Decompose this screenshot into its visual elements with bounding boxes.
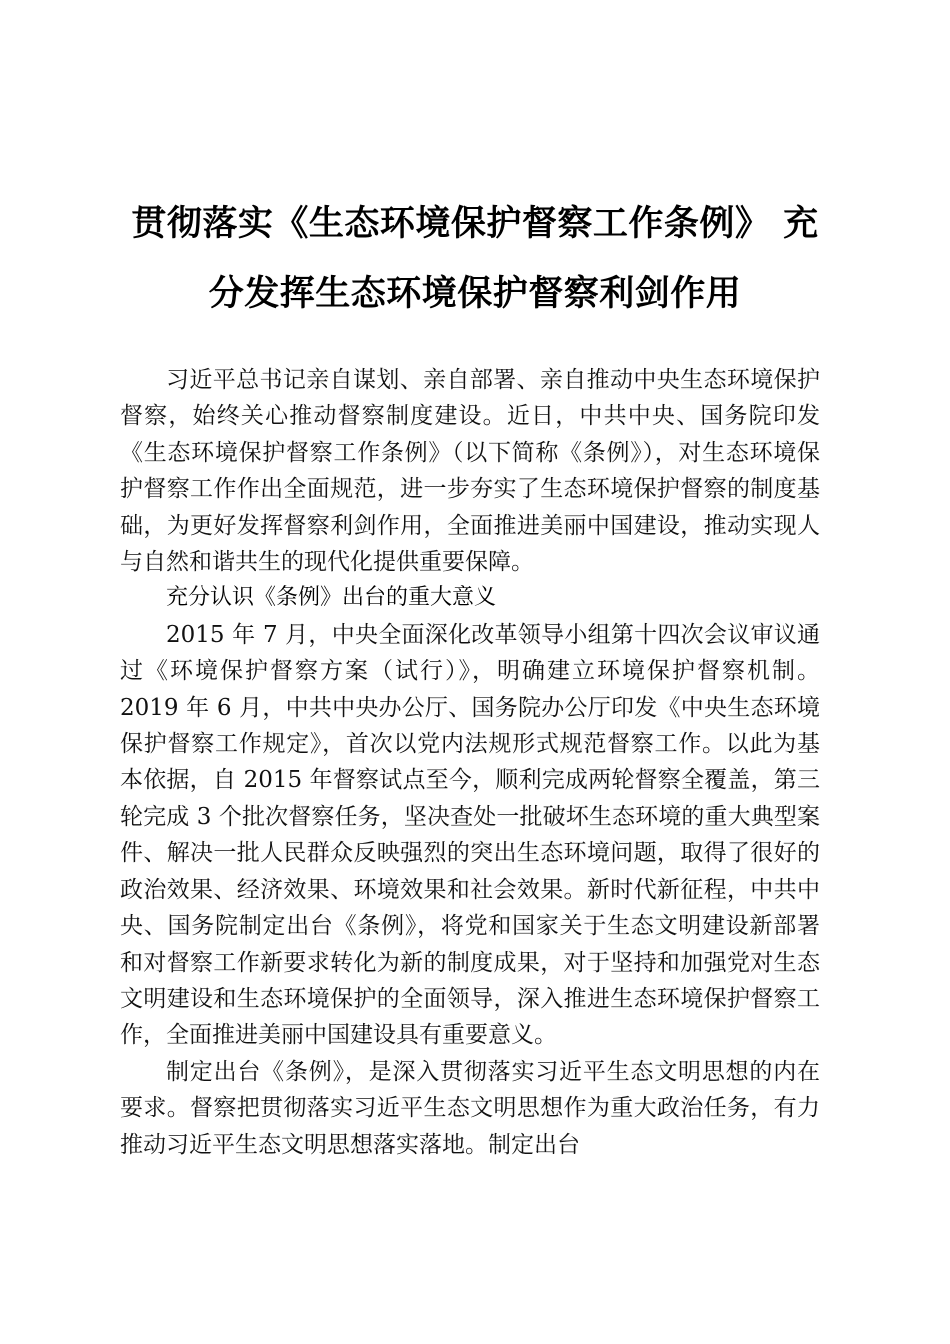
paragraph-intro: 习近平总书记亲自谋划、亲自部署、亲自推动中央生态环境保护督察，始终关心推动督察制度建设。近日，中共中央、国务院印发《生态环境保护督察工作条例》（以下简称《条例》），对生态环境保护督察工作作出全面规范，进一步夯实了生态环境保护督察的制度基础，为更好发挥督察利剑作用，全面推进美丽中国建设，推动实现人与自然和谐共生的现代化提供重要保障。 [120, 367, 820, 576]
document-title-line-1: 贯彻落实《生态环境保护督察工作条例》 充 [131, 203, 819, 244]
document-title-line-2: 分发挥生态环境保护督察利剑作用 [208, 273, 742, 314]
paragraph-history: 2015 年 7 月，中央全面深化改革领导小组第十四次会议审议通过《环境保护督察方案（试行）》，明确建立环境保护督察机制。2019 年 6 月，中共中央办公厅、国务院办公厅印发《中央生态环境保护督察工作规定》，首次以党内法规形式规范督察工作。以此为基本依据，自 2015 年督察试点至今，顺利完成两轮督察全覆盖，第三轮完成 3 个批次督察任务，坚决查处一批破坏生态环境的重大典型案件、解决一批人民群众反映强烈的突出生态环境问题，取得了很好的政治效果、经济效果、环境效果和社会效果。新时代新征程，中共中央、国务院制定出台《条例》，将党和国家关于生态文明建设新部署和对督察工作新要求转化为新的制度成果，对于坚持和加强党对生态文明建设和生态环境保护的全面领导，深入推进生态环境保护督察工作，全面推进美丽中国建设具有重要意义。 [120, 621, 820, 1049]
paragraph-significance: 制定出台《条例》，是深入贯彻落实习近平生态文明思想的内在要求。督察把贯彻落实习近平生态文明思想作为重大政治任务，有力推动习近平生态文明思想落实落地。制定出台 [120, 1058, 820, 1158]
document-body [120, 362, 820, 1163]
section-heading: 充分认识《条例》出台的重大意义 [166, 585, 497, 611]
